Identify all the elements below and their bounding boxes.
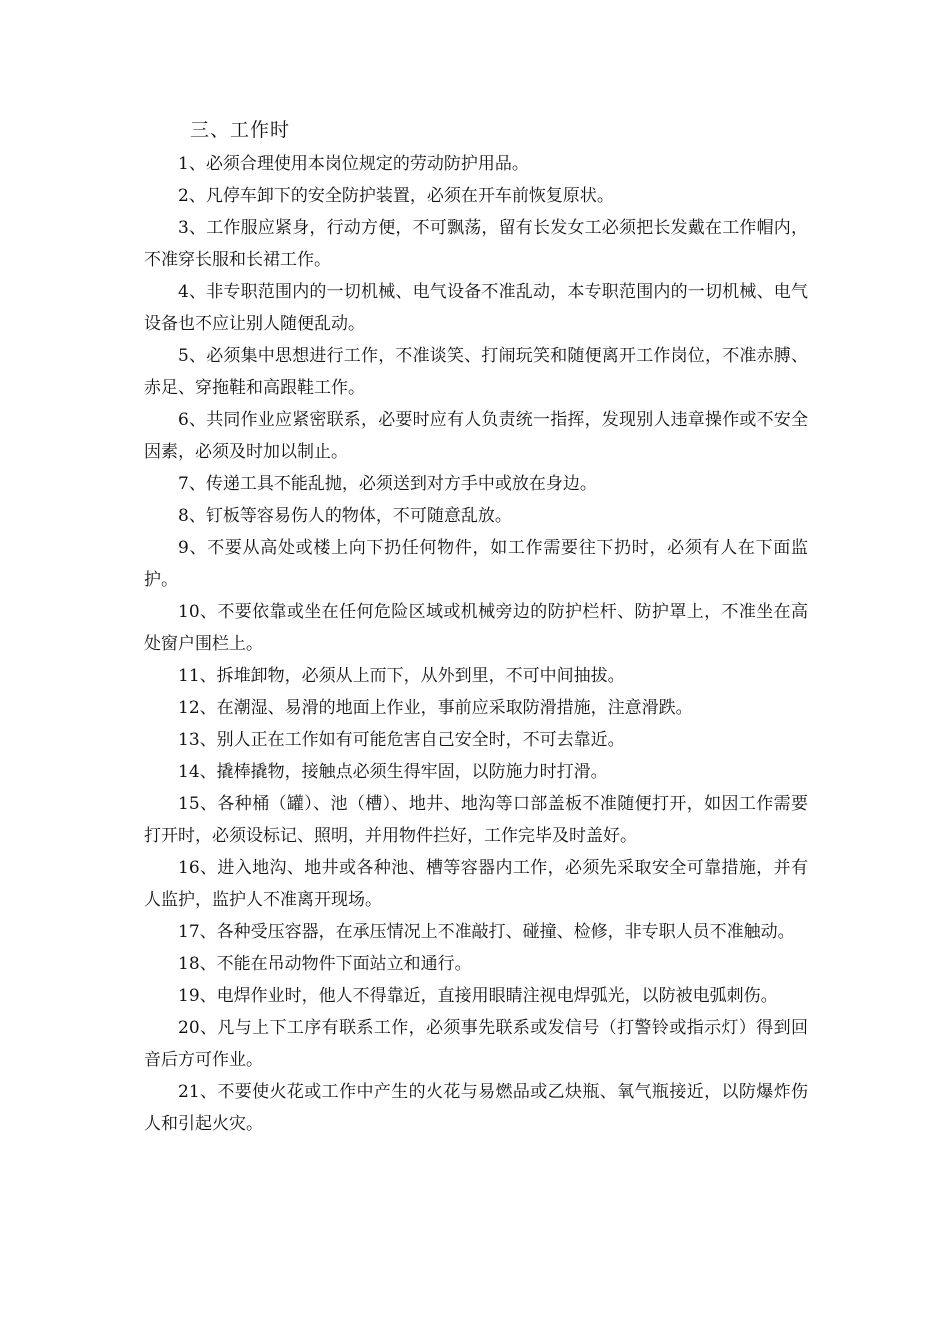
rule-item-2: 2、凡停车卸下的安全防护装置，必须在开车前恢复原状。 (178, 186, 614, 206)
rule-item-14: 14、撬棒撬物，接触点必须生得牢固，以防施力时打滑。 (178, 762, 608, 782)
rule-item-12: 12、在潮湿、易滑的地面上作业，事前应采取防滑措施，注意滑跌。 (178, 698, 693, 718)
rule-item-7: 7、传递工具不能乱抛，必须送到对方手中或放在身边。 (178, 474, 597, 494)
rules-list (144, 148, 808, 1140)
rule-item-11: 11、拆堆卸物，必须从上而下，从外到里，不可中间抽拔。 (178, 666, 625, 686)
rule-item-10: 10、不要依靠或坐在任何危险区域或机械旁边的防护栏杆、防护罩上，不准坐在高处窗户围栏上。 (144, 602, 808, 654)
rule-item-21: 21、不要使火花或工作中产生的火花与易燃品或乙炔瓶、氧气瓶接近，以防爆炸伤人和引起火灾。 (144, 1082, 808, 1134)
rule-item-4: 4、非专职范围内的一切机械、电气设备不准乱动，本专职范围内的一切机械、电气设备也不应让别人随便乱动。 (144, 282, 808, 334)
rule-item-5: 5、必须集中思想进行工作，不准谈笑、打闹玩笑和随便离开工作岗位，不准赤膊、赤足、穿拖鞋和高跟鞋工作。 (144, 346, 808, 398)
rule-item-13: 13、别人正在工作如有可能危害自己安全时，不可去靠近。 (178, 730, 625, 750)
rule-item-17: 17、各种受压容器，在承压情况上不准敲打、碰撞、检修，非专职人员不准触动。 (178, 922, 795, 942)
rule-item-9: 9、不要从高处或楼上向下扔任何物件，如工作需要往下扔时，必须有人在下面监护。 (144, 538, 808, 590)
rule-item-15: 15、各种桶（罐）、池（槽）、地井、地沟等口部盖板不准随便打开，如因工作需要打开时，必须设标记、照明，并用物件拦好，工作完毕及时盖好。 (144, 794, 808, 846)
section-heading: 三、工作时 (190, 119, 291, 141)
rule-item-19: 19、电焊作业时，他人不得靠近，直接用眼睛注视电焊弧光，以防被电弧刺伤。 (178, 986, 778, 1006)
rule-item-3: 3、工作服应紧身，行动方便，不可飘荡，留有长发女工必须把长发戴在工作帽内，不准穿长服和长裙工作。 (144, 218, 808, 270)
rule-item-1: 1、必须合理使用本岗位规定的劳动防护用品。 (178, 154, 529, 174)
rule-item-16: 16、进入地沟、地井或各种池、槽等容器内工作，必须先采取安全可靠措施，并有人监护，监护人不准离开现场。 (144, 858, 808, 910)
rule-item-8: 8、钉板等容易伤人的物体，不可随意乱放。 (178, 506, 512, 526)
rule-item-18: 18、不能在吊动物件下面站立和通行。 (178, 954, 472, 974)
rule-item-6: 6、共同作业应紧密联系，必要时应有人负责统一指挥，发现别人违章操作或不安全因素，必须及时加以制止。 (144, 410, 808, 462)
rule-item-20: 20、凡与上下工序有联系工作，必须事先联系或发信号（打警铃或指示灯）得到回音后方可作业。 (144, 1018, 808, 1070)
